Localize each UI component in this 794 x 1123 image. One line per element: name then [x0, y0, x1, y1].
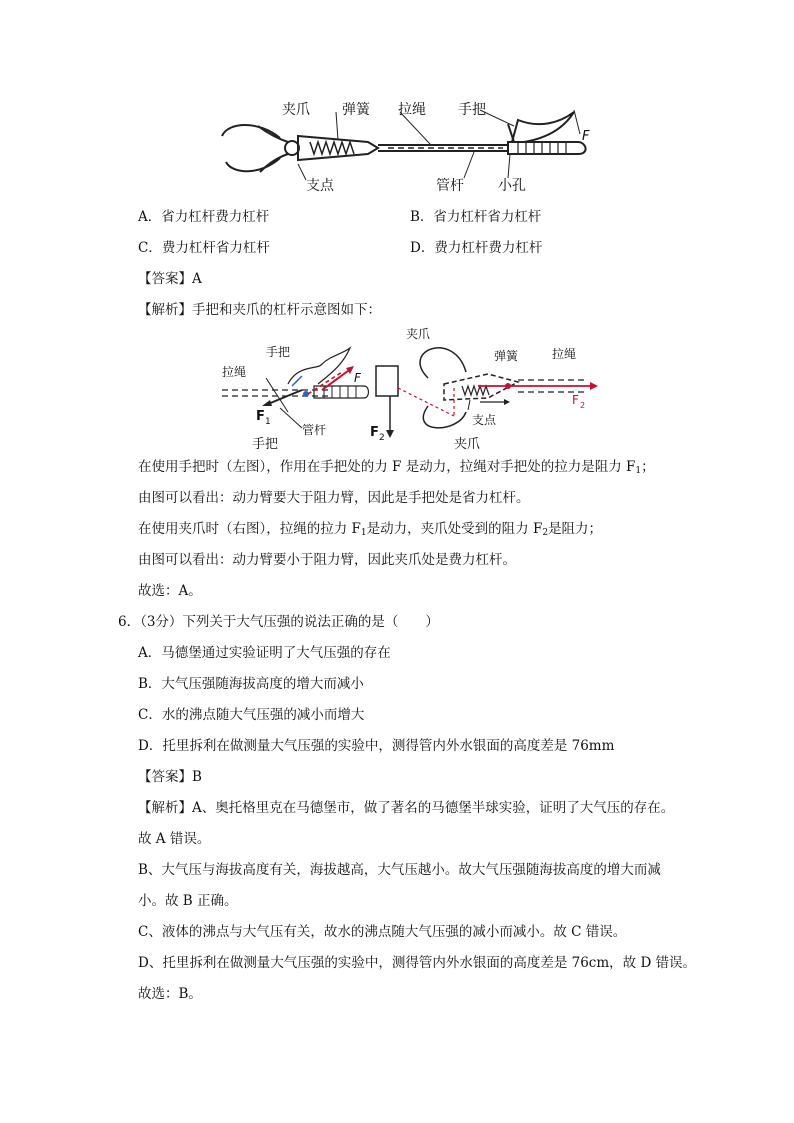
label-f2-right: F: [572, 393, 579, 407]
q5-analysis-intro: 【解析】手把和夹爪的杠杆示意图如下：: [138, 302, 381, 318]
label-pivot: 支点: [472, 413, 497, 427]
q5-option-b: B．省力杠杆省力杠杆: [410, 209, 542, 225]
grabber-tool-figure: [218, 98, 598, 194]
label-f1: F: [256, 409, 265, 424]
q5-option-c: C．费力杠杆省力杠杆: [138, 240, 270, 256]
label-f2-sub: 2: [379, 433, 385, 443]
q6-option-a: A．马德堡通过实验证明了大气压强的存在: [138, 645, 391, 661]
q6-option-d: D．托里拆利在做测量大气压强的实验中，测得管内外水银面的高度差是 76mm: [138, 738, 615, 754]
label-clamp: 夹爪: [282, 102, 310, 118]
label-rope-left: 拉绳: [222, 365, 247, 379]
label-tube: 管杆: [436, 178, 464, 194]
label-tube: 管杆: [302, 423, 327, 437]
q5-explain-4: 由图可以看出：动力臂要小于阻力臂，因此夹爪处是费力杠杆。: [138, 552, 516, 568]
label-clamp: 夹爪: [406, 327, 431, 341]
label-f: F: [354, 371, 361, 385]
lever-diagram-figure: [218, 324, 598, 450]
label-spring: 弹簧: [342, 102, 370, 118]
q6-answer: 【答案】B: [138, 769, 202, 785]
label-rope: 拉绳: [398, 102, 426, 118]
q6-analysis-1: 【解析】A、奥托格里克在马德堡市，做了著名的马德堡半球实验，证明了大气压的存在。: [138, 800, 675, 816]
q5-explain-5: 故选：A。: [138, 583, 202, 599]
q6-analysis-3: B、大气压与海拔高度有关，海拔越高，大气压越小。故大气压强随海拔高度的增大而减: [138, 862, 661, 878]
label-spring: 弹簧: [494, 349, 519, 363]
label-f2-right-sub: 2: [580, 401, 586, 410]
q6-analysis-4: 小。故 B 正确。: [138, 893, 238, 909]
q6-analysis-2: 故 A 错误。: [138, 831, 211, 847]
q5-option-a: A．省力杠杆费力杠杆: [138, 209, 270, 225]
q6-analysis-6: D、托里拆利在做测量大气压强的实验中，测得管内外水银面的高度差是 76cm，故 D 错误。: [138, 955, 697, 971]
label-f2: F: [370, 425, 379, 440]
caption-right: 夹爪: [454, 437, 481, 450]
q6-option-b: B．大气压强随海拔高度的增大而减小: [138, 676, 364, 692]
label-hole: 小孔: [498, 178, 526, 194]
q5-explain-2: 由图可以看出：动力臂要大于阻力臂，因此是手把处是省力杠杆。: [138, 490, 530, 506]
label-handle: 手把: [458, 102, 486, 118]
q5-explain-1: 在使用手把时（左图），作用在手把处的力 F 是动力，拉绳对手把处的拉力是阻力 $F_1$；: [138, 459, 655, 476]
q6-analysis-7: 故选：B。: [138, 986, 202, 1002]
q6-analysis-5: C、液体的沸点与大气压有关，故水的沸点随大气压强的减小而减小。故 C 错误。: [138, 924, 627, 940]
q6-stem: 6．（3分）下列关于大气压强的说法正确的是（ ）: [118, 614, 439, 630]
label-rope-right: 拉绳: [552, 347, 577, 361]
label-pivot: 支点: [306, 178, 334, 194]
caption-left: 手把: [252, 437, 279, 450]
label-force: F: [582, 129, 590, 144]
q5-explain-3: 在使用夹爪时（右图），拉绳的拉力 $F_1$是动力，夹爪处受到的阻力 $F_2$是阻力；: [138, 521, 603, 538]
label-handle: 手把: [266, 345, 291, 359]
q6-option-c: C．水的沸点随大气压强的减小而增大: [138, 707, 365, 723]
label-f1-sub: 1: [265, 417, 271, 427]
q5-option-d: D．费力杠杆费力杠杆: [410, 240, 543, 256]
q5-answer: 【答案】A: [138, 271, 202, 287]
